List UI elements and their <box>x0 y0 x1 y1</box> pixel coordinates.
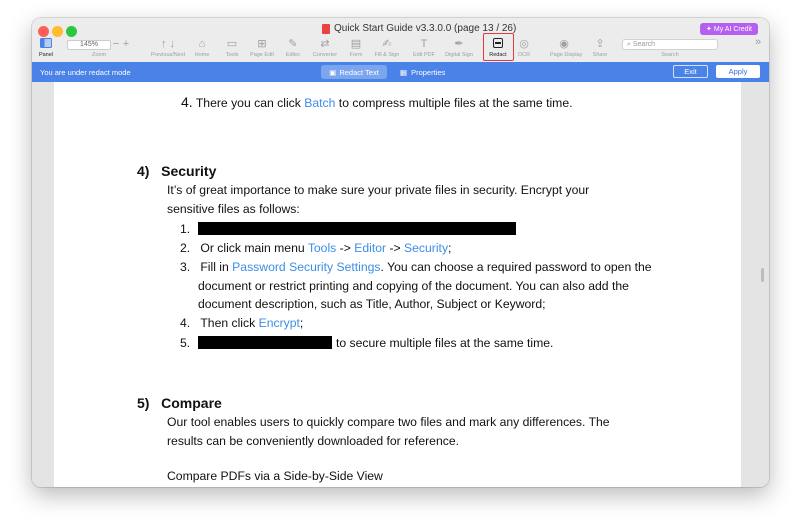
list-item: 4. Then click Encrypt; <box>180 316 304 330</box>
list-item: 4. There you can click Batch to compress multiple files at the same time. <box>181 94 573 110</box>
editor-button[interactable]: ✎ Editor <box>285 38 301 58</box>
pdf-page[interactable] <box>54 82 741 487</box>
title-bar <box>32 18 769 62</box>
zoom-in-button[interactable] <box>120 38 130 62</box>
text-edit-icon: T <box>420 38 428 50</box>
redact-text-button[interactable]: ▣ Redact Text <box>321 65 387 79</box>
redaction-mark[interactable] <box>198 336 332 349</box>
list-item-number: 1. <box>180 222 191 236</box>
previous-next-button[interactable]: ↑ ↓ Previous/Next <box>150 38 186 58</box>
compare-paragraph-line-2: results can be conveniently downloaded for reference. <box>167 434 460 448</box>
redact-icon <box>492 38 504 50</box>
apply-button[interactable]: Apply <box>716 65 760 78</box>
home-icon: ⌂ <box>198 38 206 50</box>
redact-button[interactable]: Redact <box>484 38 512 62</box>
app-window <box>32 18 769 487</box>
search-icon: ⌕ <box>627 41 631 48</box>
form-button[interactable]: ▤ Form <box>349 38 363 58</box>
zoom-label: Zoom <box>91 52 107 58</box>
page-display-button[interactable]: ◉ Page Display <box>550 38 583 58</box>
batch-link[interactable]: Batch <box>304 96 336 110</box>
redact-mode-bar <box>32 62 769 82</box>
list-item-number: 5. <box>180 336 191 350</box>
pdf-file-icon <box>322 24 330 34</box>
digital-sign-button[interactable]: ✒ Digital Sign <box>445 38 473 58</box>
tools-link[interactable]: Tools <box>307 241 337 255</box>
redact-mode-label: You are under redact mode <box>40 68 131 77</box>
share-icon: ⇪ <box>595 38 605 50</box>
list-item: 3. Fill in Password Security Settings. You can choose a required password to open the <box>180 260 652 274</box>
form-icon: ▤ <box>350 38 362 50</box>
list-item: 2. Or click main menu Tools -> Editor -> Security; <box>180 241 452 255</box>
ocr-icon: ◎ <box>519 38 529 50</box>
section-heading-security: 4) Security <box>137 163 217 179</box>
document-canvas[interactable] <box>32 82 769 487</box>
editor-link[interactable]: Editor <box>354 241 387 255</box>
password-security-settings-link[interactable]: Password Security Settings <box>232 260 381 274</box>
properties-icon: ▦ <box>400 67 408 77</box>
share-button[interactable]: ⇪ Share <box>592 38 608 58</box>
list-item-text: to secure multiple files at the same time. <box>336 336 554 350</box>
pen-nib-icon: ✒ <box>454 38 464 50</box>
properties-button[interactable]: ▦ Properties <box>400 67 446 77</box>
text-box-icon: ▣ <box>329 67 337 77</box>
compare-subheading: Compare PDFs via a Side-by-Side View <box>167 469 383 483</box>
zoom-window-button[interactable] <box>66 26 77 37</box>
close-window-button[interactable] <box>38 26 49 37</box>
list-item-continuation: document or restrict printing and copying of the document. You can also add the <box>198 279 629 293</box>
toolbox-icon: ▭ <box>226 38 238 50</box>
page-edit-button[interactable]: ⊞ Page Edit <box>250 38 274 58</box>
sidebar-panel-icon <box>40 38 52 50</box>
security-intro-line-2: sensitive files as follows: <box>167 202 300 216</box>
home-button[interactable]: ⌂ Home <box>194 38 210 58</box>
edit-pdf-button[interactable]: T Edit PDF <box>412 38 435 58</box>
section-heading-compare: 5) Compare <box>137 395 222 411</box>
chevron-double-right-icon: » <box>754 36 762 48</box>
list-item-continuation: document description, such as Title, Author, Subject or Keyword; <box>198 297 546 311</box>
redaction-mark[interactable] <box>198 222 516 235</box>
ocr-button[interactable]: ◎ OCR <box>517 38 531 58</box>
eye-icon: ◉ <box>559 38 569 50</box>
security-link[interactable]: Security <box>404 241 449 255</box>
window-title: Quick Start Guide v3.3.0.0 (page 13 / 26) <box>322 23 516 34</box>
plus-icon: + <box>122 38 130 50</box>
fill-sign-button[interactable]: ✍ Fill & Sign <box>374 38 400 58</box>
convert-icon: ⇄ <box>320 38 330 50</box>
search-label: Search <box>661 52 679 58</box>
minimize-window-button[interactable] <box>52 26 63 37</box>
compare-paragraph-line-1: Our tool enables users to quickly compare two files and mark any differences. The <box>167 415 610 429</box>
security-intro-line-1: It’s of great importance to make sure your private files in security. Encrypt your <box>167 183 590 197</box>
more-tools-button[interactable] <box>750 36 766 60</box>
ai-credit-button[interactable]: ✦ My AI Credit <box>700 23 758 35</box>
grid-icon: ⊞ <box>257 38 267 50</box>
scrollbar-thumb[interactable] <box>761 268 764 282</box>
panel-button[interactable]: Panel <box>32 38 60 62</box>
sparkle-icon: ✦ <box>706 26 712 33</box>
search-input[interactable]: ⌕ Search <box>622 39 718 50</box>
exit-button[interactable]: Exit <box>673 65 708 78</box>
arrow-up-down-icon: ↑ ↓ <box>160 38 176 50</box>
signature-icon: ✍ <box>382 38 392 50</box>
pencil-box-icon: ✎ <box>288 38 298 50</box>
encrypt-link[interactable]: Encrypt <box>258 316 300 330</box>
tools-button[interactable]: ▭ Tools <box>225 38 239 58</box>
converter-button[interactable]: ⇄ Converter <box>312 38 338 58</box>
minus-icon: − <box>112 38 120 50</box>
zoom-input[interactable]: 145% <box>67 40 111 50</box>
